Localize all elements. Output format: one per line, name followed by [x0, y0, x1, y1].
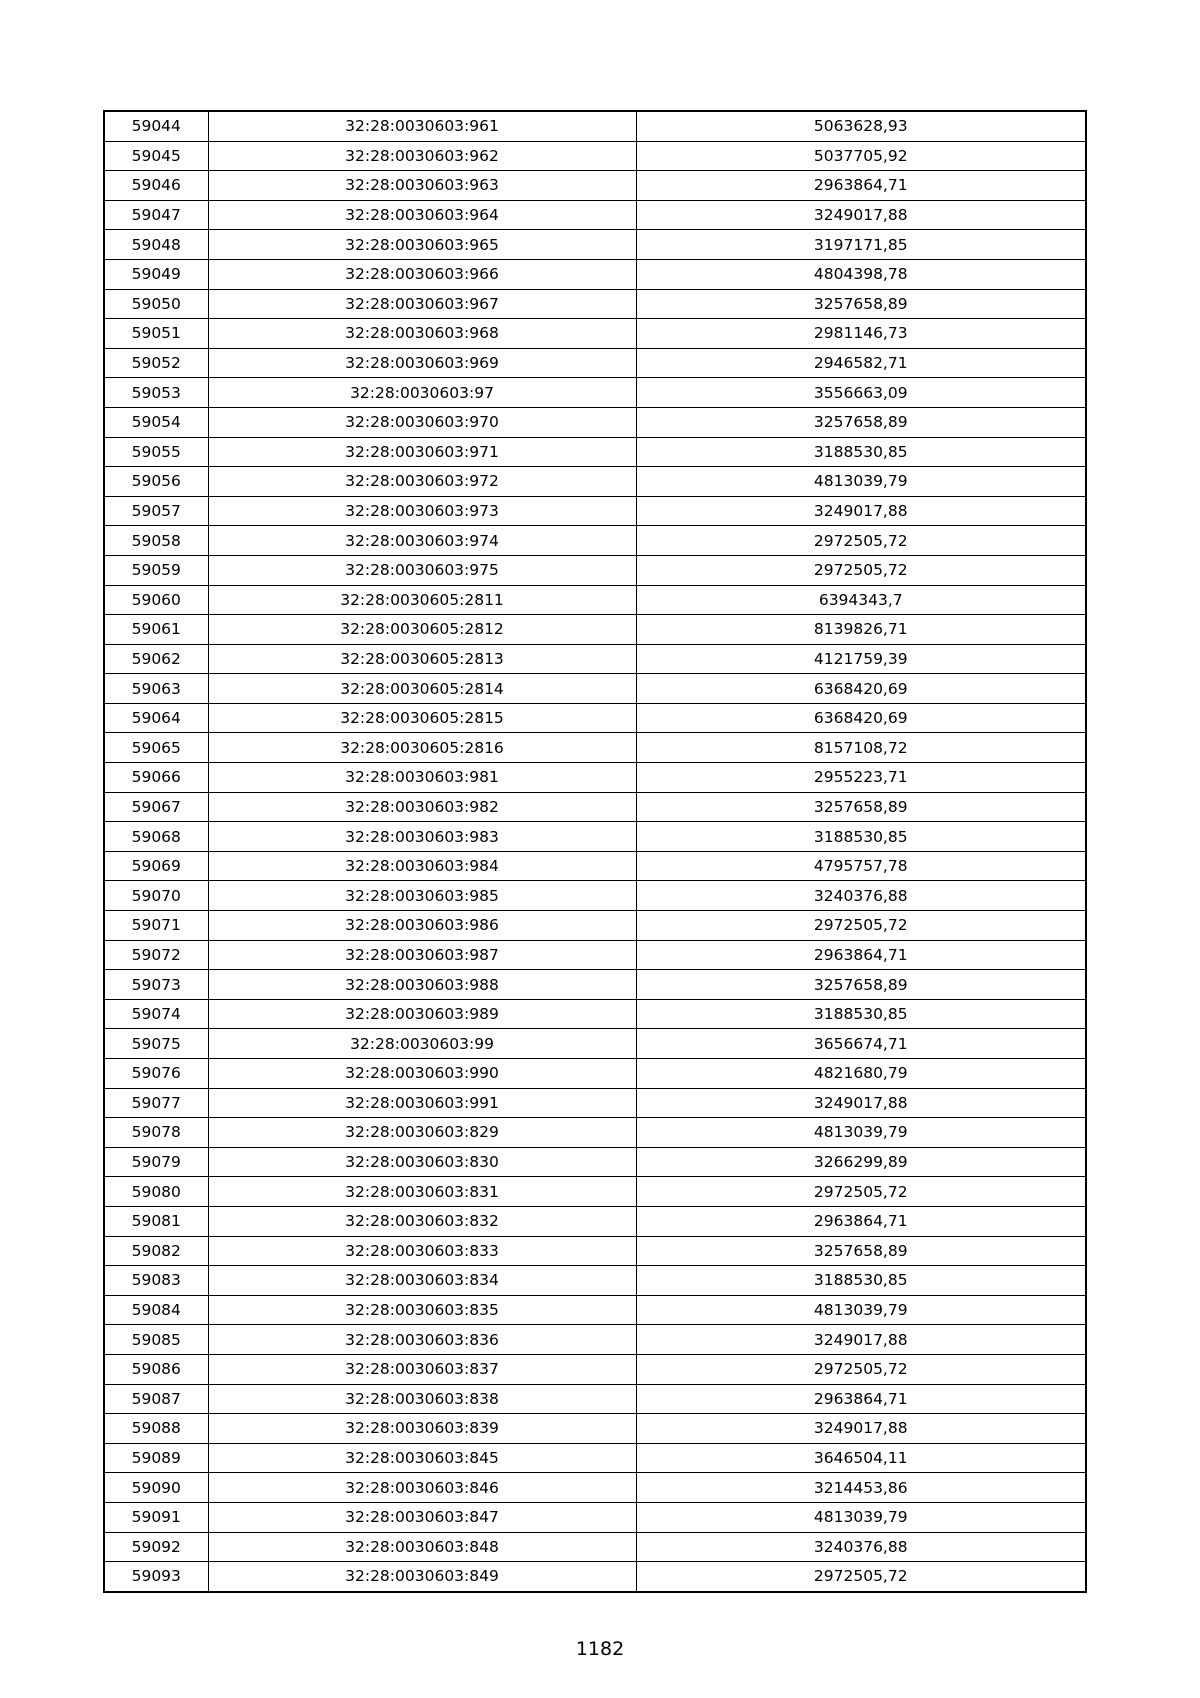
- table-row: [104, 467, 1086, 497]
- cadastral-number-cell: 32:28:0030603:971: [208, 437, 636, 467]
- table-row: [104, 1562, 1086, 1592]
- table-row: [104, 733, 1086, 763]
- value-cell: 4121759,39: [636, 644, 1086, 674]
- table-row: [104, 1147, 1086, 1177]
- table-row: [104, 674, 1086, 704]
- row-number-cell: 59064: [104, 703, 208, 733]
- row-number-cell: 59044: [104, 111, 208, 141]
- value-cell: 4813039,79: [636, 1118, 1086, 1148]
- row-number-cell: 59072: [104, 940, 208, 970]
- table-row: [104, 1118, 1086, 1148]
- table-body: [104, 111, 1086, 1592]
- row-number-cell: 59092: [104, 1532, 208, 1562]
- cadastral-number-cell: 32:28:0030603:988: [208, 970, 636, 1000]
- table-row: [104, 289, 1086, 319]
- table-row: [104, 1029, 1086, 1059]
- cadastral-number-cell: 32:28:0030605:2812: [208, 615, 636, 645]
- row-number-cell: 59065: [104, 733, 208, 763]
- cadastral-number-cell: 32:28:0030603:839: [208, 1414, 636, 1444]
- table-row: [104, 378, 1086, 408]
- value-cell: 3257658,89: [636, 1236, 1086, 1266]
- table-row: [104, 526, 1086, 556]
- table-row: [104, 1502, 1086, 1532]
- row-number-cell: 59050: [104, 289, 208, 319]
- cadastral-number-cell: 32:28:0030603:974: [208, 526, 636, 556]
- value-cell: 3240376,88: [636, 1532, 1086, 1562]
- row-number-cell: 59047: [104, 200, 208, 230]
- value-cell: 2972505,72: [636, 555, 1086, 585]
- value-cell: 8139826,71: [636, 615, 1086, 645]
- row-number-cell: 59054: [104, 407, 208, 437]
- table-row: [104, 230, 1086, 260]
- table-row: [104, 1354, 1086, 1384]
- row-number-cell: 59049: [104, 259, 208, 289]
- table-row: [104, 1206, 1086, 1236]
- row-number-cell: 59053: [104, 378, 208, 408]
- value-cell: 2972505,72: [636, 1562, 1086, 1592]
- cadastral-number-cell: 32:28:0030603:832: [208, 1206, 636, 1236]
- cadastral-value-table: [103, 110, 1087, 1593]
- cadastral-number-cell: 32:28:0030603:829: [208, 1118, 636, 1148]
- table-row: [104, 1325, 1086, 1355]
- cadastral-number-cell: 32:28:0030603:838: [208, 1384, 636, 1414]
- row-number-cell: 59091: [104, 1502, 208, 1532]
- table-row: [104, 911, 1086, 941]
- value-cell: 4813039,79: [636, 1502, 1086, 1532]
- table-row: [104, 970, 1086, 1000]
- value-cell: 3646504,11: [636, 1443, 1086, 1473]
- cadastral-number-cell: 32:28:0030603:837: [208, 1354, 636, 1384]
- cadastral-number-cell: 32:28:0030603:989: [208, 999, 636, 1029]
- row-number-cell: 59067: [104, 792, 208, 822]
- row-number-cell: 59069: [104, 851, 208, 881]
- cadastral-number-cell: 32:28:0030603:962: [208, 141, 636, 171]
- table-row: [104, 111, 1086, 141]
- cadastral-number-cell: 32:28:0030603:97: [208, 378, 636, 408]
- cadastral-number-cell: 32:28:0030603:961: [208, 111, 636, 141]
- table-row: [104, 763, 1086, 793]
- cadastral-number-cell: 32:28:0030605:2816: [208, 733, 636, 763]
- row-number-cell: 59051: [104, 319, 208, 349]
- table-row: [104, 437, 1086, 467]
- cadastral-number-cell: 32:28:0030603:972: [208, 467, 636, 497]
- row-number-cell: 59046: [104, 171, 208, 201]
- cadastral-number-cell: 32:28:0030603:987: [208, 940, 636, 970]
- row-number-cell: 59089: [104, 1443, 208, 1473]
- value-cell: 4821680,79: [636, 1059, 1086, 1089]
- value-cell: 3188530,85: [636, 822, 1086, 852]
- cadastral-number-cell: 32:28:0030603:984: [208, 851, 636, 881]
- cadastral-number-cell: 32:28:0030603:969: [208, 348, 636, 378]
- table-row: [104, 792, 1086, 822]
- cadastral-number-cell: 32:28:0030603:985: [208, 881, 636, 911]
- table-row: [104, 348, 1086, 378]
- value-cell: 4813039,79: [636, 467, 1086, 497]
- row-number-cell: 59045: [104, 141, 208, 171]
- table-row: [104, 407, 1086, 437]
- cadastral-number-cell: 32:28:0030603:831: [208, 1177, 636, 1207]
- table-row: [104, 171, 1086, 201]
- cadastral-number-cell: 32:28:0030603:990: [208, 1059, 636, 1089]
- value-cell: 8157108,72: [636, 733, 1086, 763]
- cadastral-number-cell: 32:28:0030603:970: [208, 407, 636, 437]
- row-number-cell: 59085: [104, 1325, 208, 1355]
- value-cell: 3656674,71: [636, 1029, 1086, 1059]
- row-number-cell: 59076: [104, 1059, 208, 1089]
- cadastral-number-cell: 32:28:0030603:849: [208, 1562, 636, 1592]
- value-cell: 2963864,71: [636, 940, 1086, 970]
- value-cell: 4813039,79: [636, 1295, 1086, 1325]
- value-cell: 3249017,88: [636, 1088, 1086, 1118]
- cadastral-number-cell: 32:28:0030603:847: [208, 1502, 636, 1532]
- value-cell: 2955223,71: [636, 763, 1086, 793]
- row-number-cell: 59057: [104, 496, 208, 526]
- cadastral-number-cell: 32:28:0030603:973: [208, 496, 636, 526]
- value-cell: 3257658,89: [636, 970, 1086, 1000]
- row-number-cell: 59087: [104, 1384, 208, 1414]
- row-number-cell: 59062: [104, 644, 208, 674]
- value-cell: 3188530,85: [636, 999, 1086, 1029]
- cadastral-number-cell: 32:28:0030603:986: [208, 911, 636, 941]
- row-number-cell: 59063: [104, 674, 208, 704]
- cadastral-number-cell: 32:28:0030603:963: [208, 171, 636, 201]
- table-row: [104, 141, 1086, 171]
- table-row: [104, 1414, 1086, 1444]
- table-row: [104, 1384, 1086, 1414]
- row-number-cell: 59068: [104, 822, 208, 852]
- value-cell: 2946582,71: [636, 348, 1086, 378]
- value-cell: 3257658,89: [636, 289, 1086, 319]
- value-cell: 3266299,89: [636, 1147, 1086, 1177]
- value-cell: 2972505,72: [636, 1177, 1086, 1207]
- cadastral-number-cell: 32:28:0030603:982: [208, 792, 636, 822]
- cadastral-number-cell: 32:28:0030603:99: [208, 1029, 636, 1059]
- row-number-cell: 59090: [104, 1473, 208, 1503]
- table-row: [104, 1532, 1086, 1562]
- row-number-cell: 59056: [104, 467, 208, 497]
- table-row: [104, 644, 1086, 674]
- value-cell: 2963864,71: [636, 171, 1086, 201]
- table-row: [104, 703, 1086, 733]
- cadastral-number-cell: 32:28:0030603:830: [208, 1147, 636, 1177]
- row-number-cell: 59048: [104, 230, 208, 260]
- row-number-cell: 59066: [104, 763, 208, 793]
- table-row: [104, 1059, 1086, 1089]
- value-cell: 2972505,72: [636, 911, 1086, 941]
- table-row: [104, 881, 1086, 911]
- cadastral-number-cell: 32:28:0030603:967: [208, 289, 636, 319]
- table-row: [104, 1443, 1086, 1473]
- row-number-cell: 59082: [104, 1236, 208, 1266]
- cadastral-number-cell: 32:28:0030603:845: [208, 1443, 636, 1473]
- cadastral-number-cell: 32:28:0030603:981: [208, 763, 636, 793]
- page-number: 1182: [575, 1638, 625, 1660]
- table-row: [104, 319, 1086, 349]
- table-row: [104, 1295, 1086, 1325]
- value-cell: 3249017,88: [636, 200, 1086, 230]
- row-number-cell: 59052: [104, 348, 208, 378]
- value-cell: 5037705,92: [636, 141, 1086, 171]
- cadastral-number-cell: 32:28:0030603:835: [208, 1295, 636, 1325]
- table-row: [104, 615, 1086, 645]
- table-row: [104, 1177, 1086, 1207]
- cadastral-number-cell: 32:28:0030603:968: [208, 319, 636, 349]
- table-row: [104, 496, 1086, 526]
- value-cell: 3249017,88: [636, 1414, 1086, 1444]
- value-cell: 2963864,71: [636, 1206, 1086, 1236]
- row-number-cell: 59059: [104, 555, 208, 585]
- row-number-cell: 59075: [104, 1029, 208, 1059]
- row-number-cell: 59079: [104, 1147, 208, 1177]
- value-cell: 4795757,78: [636, 851, 1086, 881]
- value-cell: 3257658,89: [636, 792, 1086, 822]
- row-number-cell: 59077: [104, 1088, 208, 1118]
- table-row: [104, 200, 1086, 230]
- value-cell: 6368420,69: [636, 674, 1086, 704]
- cadastral-number-cell: 32:28:0030603:848: [208, 1532, 636, 1562]
- row-number-cell: 59080: [104, 1177, 208, 1207]
- value-cell: 3249017,88: [636, 496, 1086, 526]
- table-row: [104, 851, 1086, 881]
- cadastral-number-cell: 32:28:0030603:965: [208, 230, 636, 260]
- row-number-cell: 59093: [104, 1562, 208, 1592]
- row-number-cell: 59060: [104, 585, 208, 615]
- table-row: [104, 555, 1086, 585]
- cadastral-number-cell: 32:28:0030603:983: [208, 822, 636, 852]
- value-cell: 2972505,72: [636, 1354, 1086, 1384]
- table-row: [104, 1473, 1086, 1503]
- cadastral-number-cell: 32:28:0030603:834: [208, 1266, 636, 1296]
- table-row: [104, 1266, 1086, 1296]
- cadastral-number-cell: 32:28:0030603:846: [208, 1473, 636, 1503]
- cadastral-number-cell: 32:28:0030603:966: [208, 259, 636, 289]
- value-cell: 2963864,71: [636, 1384, 1086, 1414]
- cadastral-number-cell: 32:28:0030605:2813: [208, 644, 636, 674]
- table-row: [104, 585, 1086, 615]
- cadastral-number-cell: 32:28:0030603:964: [208, 200, 636, 230]
- value-cell: 3214453,86: [636, 1473, 1086, 1503]
- row-number-cell: 59078: [104, 1118, 208, 1148]
- row-number-cell: 59071: [104, 911, 208, 941]
- value-cell: 3240376,88: [636, 881, 1086, 911]
- row-number-cell: 59061: [104, 615, 208, 645]
- cadastral-number-cell: 32:28:0030605:2811: [208, 585, 636, 615]
- row-number-cell: 59055: [104, 437, 208, 467]
- value-cell: 6394343,7: [636, 585, 1086, 615]
- table-row: [104, 940, 1086, 970]
- row-number-cell: 59086: [104, 1354, 208, 1384]
- value-cell: 4804398,78: [636, 259, 1086, 289]
- row-number-cell: 59070: [104, 881, 208, 911]
- row-number-cell: 59058: [104, 526, 208, 556]
- cadastral-number-cell: 32:28:0030603:833: [208, 1236, 636, 1266]
- value-cell: 3556663,09: [636, 378, 1086, 408]
- table-row: [104, 1236, 1086, 1266]
- row-number-cell: 59074: [104, 999, 208, 1029]
- value-cell: 5063628,93: [636, 111, 1086, 141]
- table-row: [104, 259, 1086, 289]
- cadastral-number-cell: 32:28:0030603:991: [208, 1088, 636, 1118]
- cadastral-number-cell: 32:28:0030603:836: [208, 1325, 636, 1355]
- row-number-cell: 59084: [104, 1295, 208, 1325]
- value-cell: 3197171,85: [636, 230, 1086, 260]
- value-cell: 3249017,88: [636, 1325, 1086, 1355]
- table-row: [104, 1088, 1086, 1118]
- value-cell: 3257658,89: [636, 407, 1086, 437]
- row-number-cell: 59083: [104, 1266, 208, 1296]
- cadastral-number-cell: 32:28:0030603:975: [208, 555, 636, 585]
- table-row: [104, 822, 1086, 852]
- row-number-cell: 59081: [104, 1206, 208, 1236]
- value-cell: 6368420,69: [636, 703, 1086, 733]
- value-cell: 3188530,85: [636, 437, 1086, 467]
- value-cell: 2972505,72: [636, 526, 1086, 556]
- table-row: [104, 999, 1086, 1029]
- row-number-cell: 59073: [104, 970, 208, 1000]
- value-cell: 3188530,85: [636, 1266, 1086, 1296]
- value-cell: 2981146,73: [636, 319, 1086, 349]
- cadastral-number-cell: 32:28:0030605:2814: [208, 674, 636, 704]
- row-number-cell: 59088: [104, 1414, 208, 1444]
- cadastral-number-cell: 32:28:0030605:2815: [208, 703, 636, 733]
